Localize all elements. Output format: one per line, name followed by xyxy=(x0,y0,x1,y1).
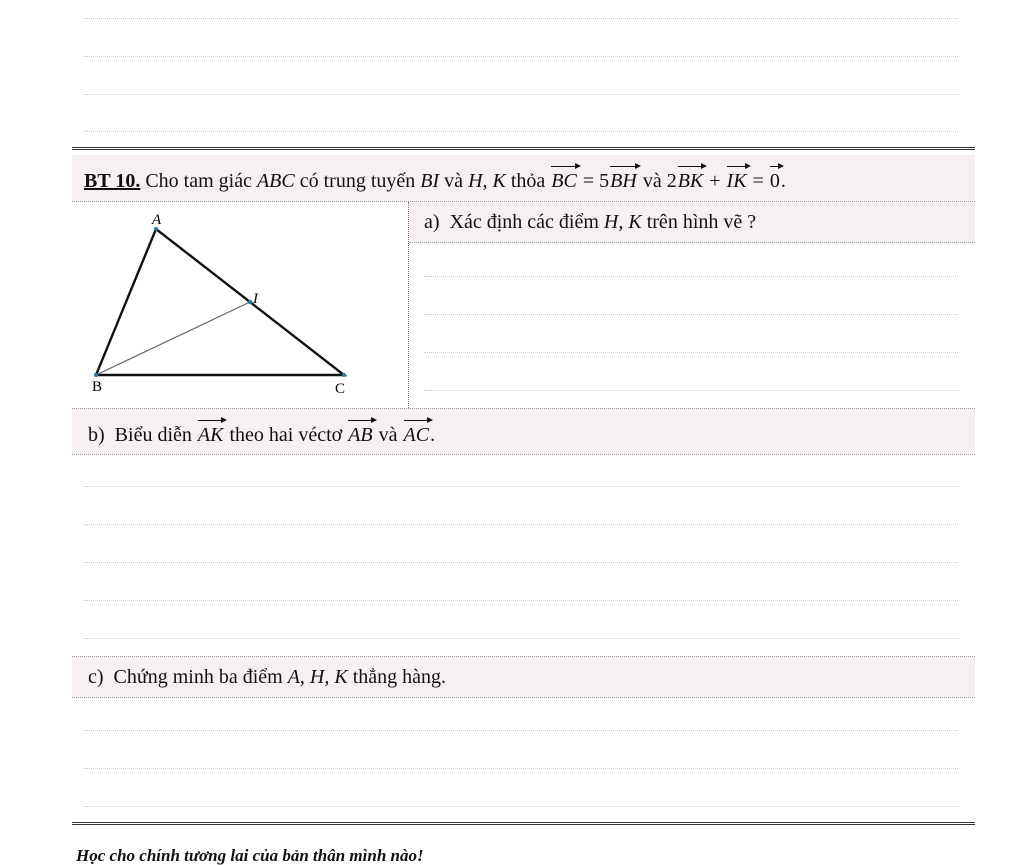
part-c-question xyxy=(88,666,446,689)
triangle-figure xyxy=(84,207,404,402)
math: = xyxy=(752,170,764,192)
text: trên hình vẽ ? xyxy=(646,211,757,233)
answer-line xyxy=(84,18,958,19)
median-bi xyxy=(96,302,250,375)
vector: AC xyxy=(403,424,430,446)
label-b: B xyxy=(92,379,103,395)
answer-line xyxy=(424,390,958,391)
vector: BH xyxy=(610,170,637,192)
text: và xyxy=(378,424,398,446)
label-a: A xyxy=(152,212,162,228)
answer-line xyxy=(84,768,958,769)
part-label: a) xyxy=(424,211,440,233)
answer-line xyxy=(84,730,958,731)
answer-line xyxy=(424,352,958,353)
math: + xyxy=(709,170,721,192)
answer-line xyxy=(84,94,958,95)
vector: BK xyxy=(677,170,704,192)
label-i: I xyxy=(253,291,258,307)
answer-line xyxy=(84,524,958,525)
answer-line xyxy=(84,600,958,601)
answer-line xyxy=(84,562,958,563)
vector: 0 xyxy=(769,170,780,192)
vector: AB xyxy=(348,424,373,446)
math: BI xyxy=(420,170,440,192)
exercise-label: BT 10. xyxy=(84,170,141,192)
math: ABC xyxy=(256,170,295,192)
math: H, K xyxy=(603,211,642,233)
text: Cho tam giác xyxy=(145,170,252,192)
label-c: C xyxy=(335,381,346,397)
text: theo hai véctơ xyxy=(229,424,343,446)
point-b xyxy=(94,373,98,377)
exercise-statement xyxy=(84,170,786,193)
math: 2 xyxy=(666,170,677,192)
point-c xyxy=(342,373,346,377)
part-label: b) xyxy=(88,424,105,446)
text: Xác định các điểm xyxy=(449,211,599,233)
math: H, K xyxy=(468,170,506,192)
section-divider xyxy=(72,822,975,825)
part-a-question xyxy=(424,211,756,234)
point-i xyxy=(248,300,252,304)
text: thẳng hàng. xyxy=(352,666,447,688)
answer-line xyxy=(84,806,958,807)
footer-motto: Học cho chính tương lai của bản thân mình nào! xyxy=(76,846,424,865)
math: A, H, K xyxy=(287,666,348,688)
text: và xyxy=(642,170,662,192)
triangle-abc xyxy=(96,229,344,375)
part-label: c) xyxy=(88,666,104,688)
text: có trung tuyến xyxy=(299,170,416,192)
part-b-question xyxy=(88,424,435,447)
vector: BC xyxy=(551,170,577,192)
vector: IK xyxy=(726,170,747,192)
answer-line xyxy=(84,638,958,639)
answer-line xyxy=(84,486,958,487)
text: và xyxy=(444,170,464,192)
text: . xyxy=(430,424,436,446)
answer-line xyxy=(84,131,958,132)
text: thỏa xyxy=(510,170,546,192)
answer-line xyxy=(424,276,958,277)
section-divider xyxy=(72,147,975,150)
text: Biểu diễn xyxy=(114,424,192,446)
answer-line xyxy=(424,314,958,315)
text: . xyxy=(780,170,786,192)
vector: AK xyxy=(197,424,224,446)
math: = 5 xyxy=(582,170,610,192)
text: Chứng minh ba điểm xyxy=(113,666,283,688)
answer-line xyxy=(84,56,958,57)
